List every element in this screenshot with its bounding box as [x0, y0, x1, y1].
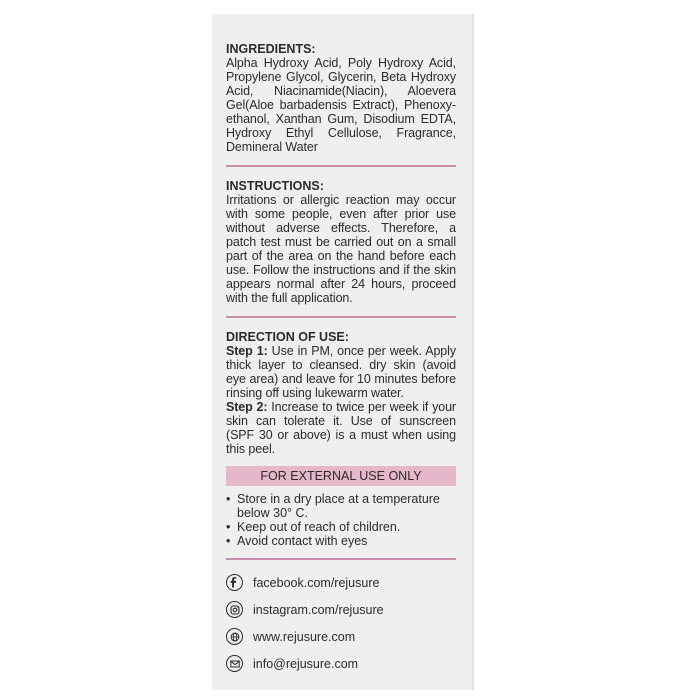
- instagram-link[interactable]: [226, 599, 456, 620]
- ingredients-heading: INGREDIENTS:: [226, 42, 316, 56]
- ingredients-text: Alpha Hydroxy Acid, Poly Hydroxy Acid, Propylene Glycol, Glycerin, Beta Hydroxy Acid, Niacinamide(Niacin), Aloevera Gel(Aloe barbadensis Extract), Phenoxy-ethanol, Xanthan Gum, Disodium EDTA, Hydroxy Ethyl Cellulose, Fragrance, Demineral Water: [226, 56, 456, 154]
- email-address: info@rejusure.com: [253, 656, 359, 671]
- section-divider: [226, 316, 456, 318]
- section-divider: [226, 165, 456, 167]
- external-use-banner: FOR EXTERNAL USE ONLY: [226, 466, 456, 486]
- ingredients-section: [226, 42, 456, 154]
- step-2-label: Step 2:: [226, 400, 268, 414]
- email-link[interactable]: [226, 653, 456, 674]
- instagram-handle: instagram.com/rejusure: [253, 602, 384, 617]
- website-url: www.rejusure.com: [253, 629, 356, 644]
- instructions-section: [226, 179, 456, 305]
- facebook-handle: facebook.com/rejusure: [253, 575, 380, 590]
- step-2: [226, 400, 456, 456]
- direction-heading: DIRECTION OF USE:: [226, 330, 349, 344]
- step-1-label: Step 1:: [226, 344, 268, 358]
- product-label-panel: [212, 14, 472, 690]
- instructions-text: Irritations or allergic reaction may occur with some people, even after prior use without adverse effects. Therefore, a patch test must be carried out on a small part of the area on the hand before each use. Follow the instructions and if the skin appears normal after 24 hours, proceed with the full application.: [226, 193, 456, 305]
- facebook-link[interactable]: [226, 572, 456, 593]
- facebook-icon: [226, 574, 243, 591]
- envelope-icon: [226, 655, 243, 672]
- list-item: • Keep out of reach of children.: [226, 520, 456, 534]
- direction-section: [226, 330, 456, 456]
- globe-icon: [226, 628, 243, 645]
- precautions-list: [226, 492, 456, 548]
- list-item: • Avoid contact with eyes: [226, 534, 456, 548]
- step-1-text: Use in PM, once per week. Apply thick layer to cleansed. dry skin (avoid eye area) and leave for 10 minutes before rinsing off using lukewarm water.: [226, 344, 456, 400]
- instructions-heading: INSTRUCTIONS:: [226, 179, 324, 193]
- website-link[interactable]: [226, 626, 456, 647]
- list-item: • Store in a dry place at a temperature below 30° C.: [226, 492, 456, 520]
- instagram-icon: [226, 601, 243, 618]
- step-2-text: Increase to twice per week if your skin can tolerate it. Use of sunscreen (SPF 30 or above) is a must when using this peel.: [226, 400, 456, 456]
- social-links: [226, 558, 456, 674]
- step-1: [226, 344, 456, 400]
- label-content: [226, 42, 456, 680]
